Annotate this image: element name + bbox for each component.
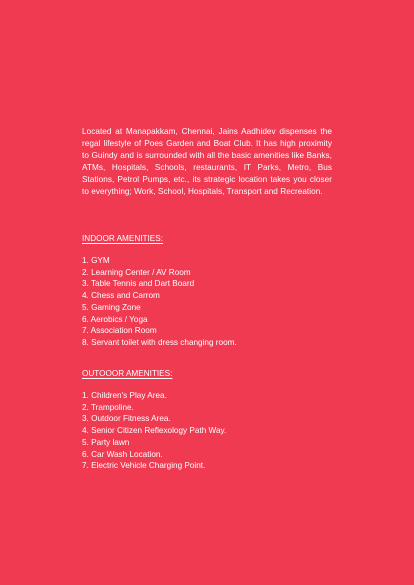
list-item: 1. GYM bbox=[82, 256, 110, 265]
list-item: 6. Car Wash Location. bbox=[82, 449, 163, 459]
list-item: 5. Party lawn bbox=[82, 437, 130, 447]
list-item: 4. Senior Citizen Reflexology Path Way. bbox=[82, 426, 227, 436]
outdoor-amenities-list bbox=[82, 390, 226, 472]
list-item: 8. Servant toilet with dress changing room. bbox=[82, 337, 237, 347]
list-item: 2. Learning Center / AV Room bbox=[82, 267, 191, 277]
indoor-amenities-list bbox=[82, 255, 237, 349]
list-item: 3. Outdoor Fitness Area. bbox=[82, 414, 171, 424]
indoor-amenities-heading: INDOOR AMENITIES: bbox=[82, 234, 163, 243]
outdoor-amenities-heading: OUTOOOR AMENITIES: bbox=[82, 369, 173, 378]
list-item: 6. Aerobics / Yoga bbox=[82, 314, 148, 324]
list-item: 7. Electric Vehicle Charging Point. bbox=[82, 461, 206, 471]
list-item: 7. Association Room bbox=[82, 326, 157, 336]
list-item: 4. Chess and Carrom bbox=[82, 291, 160, 301]
intro-paragraph: Located at Manapakkam, Chennai, Jains Aadhidev dispenses the regal lifestyle of Poes Garden and Boat Club. It has high proximity to Guindy and is surrounded with all the basic amenities like Banks, ATMs, Hospitals, Schools, restaurants, IT Parks, Metro, Bus Stations, Petrol Pumps, etc., its strategic location takes you closer to everything; Work, School, Hospitals, Transport and Recreation. bbox=[82, 127, 332, 196]
list-item: 1. Children's Play Area. bbox=[82, 391, 167, 400]
list-item: 2. Trampoline. bbox=[82, 402, 134, 412]
list-item: 3. Table Tennis and Dart Board bbox=[82, 279, 195, 289]
list-item: 5. Gaming Zone bbox=[82, 302, 141, 312]
